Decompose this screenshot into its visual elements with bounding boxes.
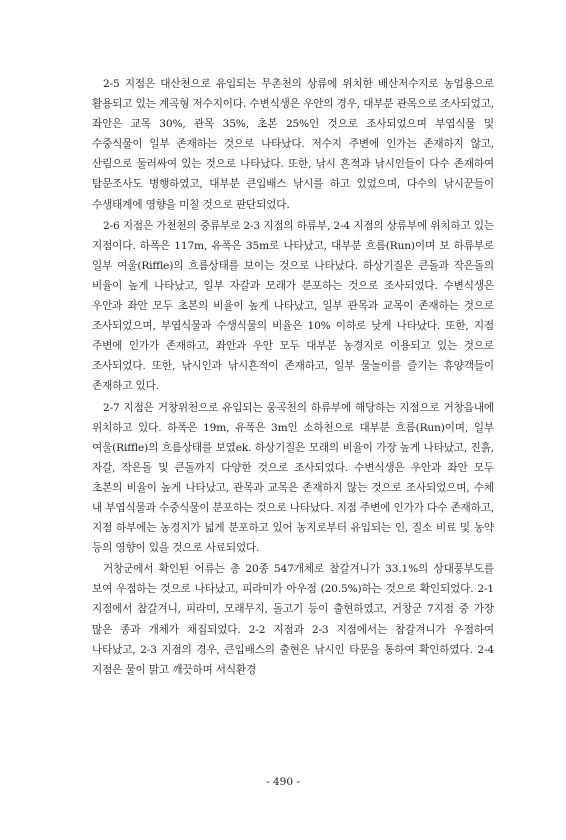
paragraph-site-2-5: 2-5 지점은 대산천으로 유입되는 무촌천의 상류에 위치한 배산저수지로 농업용으로 활용되고 있는 계곡형 저수지이다. 수변식생은 우안의 경우, 대부분 관목으로 조사되었고, 좌안은 교목 30%, 관목 35%, 초본 25%인 것으로 조사되었으며 부엽식물 및 수중식물이 일부 존재하는 것으로 나타났다. 저수지 주변에 인가는 존재하지 않고, 산림으로 둘러싸여 있는 것으로 나타났다. 또한, 낚시 흔적과 낚시인들이 다수 존재하여 탐문조사도 병행하였고, 대부분 큰입배스 낚시를 하고 있었으며, 다수의 낚시꾼들이 수생태계에 영향을 미칠 것으로 판단되었다. <box>92 78 494 211</box>
paragraph-fish-summary: 거창군에서 확인된 어류는 총 20종 547개체로 참갈겨니가 33.1%의 상대풍부도를 보여 우점하는 것으로 나타났고, 피라미가 아우점 (20.5%)하는 것으로 확인되었다. 2-1 지점에서 참갈겨니, 피라미, 모래무지, 돌고기 등이 출현하였고, 거창군 7지점 중 가장 많은 종과 개체가 채집되었다. 2-2 지점과 2-3 지점에서는 참갈겨니가 우점하여 나타났고, 2-3 지점의 경우, 큰입배스의 출현은 낚시인 타문을 통하여 확인하였다. 2-4 지점은 물이 맑고 깨끗하며 서식환경 <box>92 563 494 676</box>
paragraph-site-2-7: 2-7 지점은 거창위천으로 유입되는 웅곡천의 하류부에 해당하는 지점으로 거창읍내에 위치하고 있다. 하폭은 19m, 유폭은 3m인 소하천으로 대부분 흐름(Run)이며, 일부 여울(Riffle)의 흐름상태를 보였ek. 하상기질은 모래의 비율이 가장 높게 나타났고, 진흙, 자갈, 작은돌 및 큰돌까지 다양한 것으로 조사되었다. 수변식생은 우안과 좌안 모두 초본의 비율이 높게 나타났고, 관목과 교목은 존재하지 않는 것으로 조사되었으며, 수체 내 부엽식물과 수중식물이 분포하는 것으로 나타났다. 지점 주변에 인가가 다수 존재하고, 지점 하부에는 농경지가 넓게 분포하고 있어 농지로부터 유입되는 인, 질소 비료 및 농약 등의 영향이 있을 것으로 사료되었다. <box>92 401 494 555</box>
paragraph-site-2-6: 2-6 지점은 가천천의 중류부로 2-3 지점의 하류부, 2-4 지점의 상류부에 위치하고 있는 지점이다. 하폭은 117m, 유폭은 35m로 나타났고, 대부분 흐름(Run)이며 보 하류부로 일부 여울(Riffle)의 흐름상태를 보이는 것으로 나타났다. 하상기질은 큰돌과 작은돌의 비율이 높게 나타났고, 일부 자갈과 모래가 분포하는 것으로 조사되었다. 수변식생은 우안과 좌안 모두 초본의 비율이 높게 나타났고, 일부 관목과 교목이 존재하는 것으로 조사되었으며, 부엽식물과 수생식물의 비율은 10% 이하로 낮게 나타났다. 또한, 지점 주변에 인가가 존재하고, 좌안과 우안 모두 대부분 농경지로 이용되고 있는 것으로 조사되었다. 또한, 낚시인과 낚시흔적이 존재하고, 일부 물놀이를 즐기는 휴양객들이 존재하고 있다. <box>92 219 494 393</box>
body-text <box>92 74 494 680</box>
page-number: - 490 - <box>265 776 301 788</box>
